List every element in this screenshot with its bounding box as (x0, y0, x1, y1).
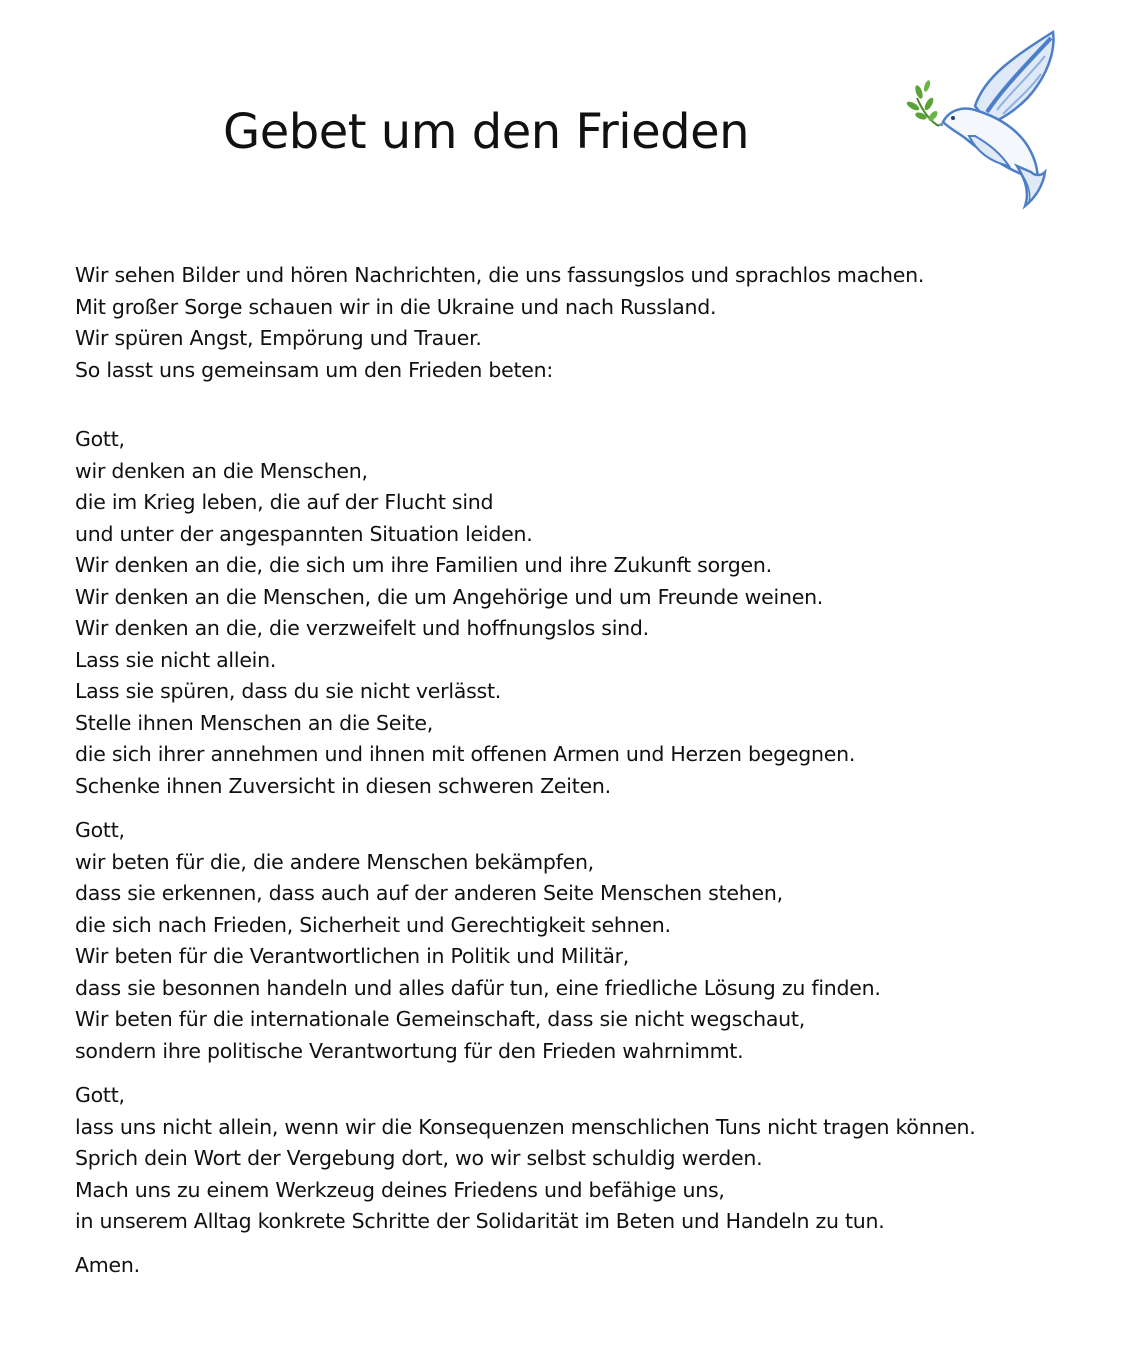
text-line: Wir beten für die Verantwortlichen in Politik und Militär, (75, 944, 630, 968)
text-line: Wir denken an die Menschen, die um Angehörige und um Freunde weinen. (75, 584, 824, 609)
text-line: Gott, (75, 1083, 125, 1107)
text-line: die im Krieg leben, die auf der Flucht sind (75, 490, 494, 514)
text-line: Sprich dein Wort der Vergebung dort, wo wir selbst schuldig werden. (75, 1146, 763, 1170)
text-line: Lass sie spüren, dass du sie nicht verlässt. (75, 679, 501, 703)
text-line: die sich nach Frieden, Sicherheit und Gerechtigkeit sehnen. (75, 912, 671, 937)
text-line: Wir spüren Angst, Empörung und Trauer. (75, 326, 482, 350)
text-line: und unter der angespannten Situation leiden. (75, 521, 533, 546)
text-line: Wir denken an die, die sich um ihre Familien und ihre Zukunft sorgen. (75, 553, 772, 577)
text-line: Wir beten für die internationale Gemeinschaft, dass sie nicht wegschaut, (75, 1007, 805, 1031)
stanza-3 (75, 1080, 976, 1238)
intro-paragraph (75, 260, 924, 386)
text-line: Gott, (75, 818, 125, 842)
text-line: in unserem Alltag konkrete Schritte der Solidarität im Beten und Handeln zu tun. (75, 1209, 885, 1233)
text-line: Amen. (75, 1253, 140, 1277)
text-line: dass sie erkennen, dass auch auf der anderen Seite Menschen stehen, (75, 881, 783, 905)
amen-paragraph (75, 1250, 140, 1282)
text-line: die sich ihrer annehmen und ihnen mit offenen Armen und Herzen begegnen. (75, 742, 856, 766)
text-line: Gott, (75, 427, 125, 451)
text-line: wir beten für die, die andere Menschen bekämpfen, (75, 849, 594, 874)
text-line: wir denken an die Menschen, (75, 458, 368, 483)
text-line: So lasst uns gemeinsam um den Frieden beten: (75, 357, 554, 382)
stanza-2 (75, 815, 881, 1067)
text-line: Wir sehen Bilder und hören Nachrichten, die uns fassungslos und sprachlos machen. (75, 263, 925, 287)
dove-with-olive-branch-icon (905, 26, 1065, 210)
text-line: sondern ihre politische Verantwortung für den Frieden wahrnimmt. (75, 1038, 744, 1063)
text-line: Mach uns zu einem Werkzeug deines Friedens und befähige uns, (75, 1177, 725, 1202)
text-line: dass sie besonnen handeln und alles dafür tun, eine friedliche Lösung zu finden. (75, 975, 881, 1000)
text-line: Mit großer Sorge schauen wir in die Ukraine und nach Russland. (75, 294, 717, 319)
text-line: Wir denken an die, die verzweifelt und hoffnungslos sind. (75, 616, 649, 640)
page-title: Gebet um den Frieden (223, 104, 750, 160)
text-line: Lass sie nicht allein. (75, 647, 277, 672)
text-line: Schenke ihnen Zuversicht in diesen schweren Zeiten. (75, 773, 611, 798)
text-line: lass uns nicht allein, wenn wir die Konsequenzen menschlichen Tuns nicht tragen können. (75, 1114, 976, 1139)
stanza-1 (75, 424, 855, 802)
text-line: Stelle ihnen Menschen an die Seite, (75, 710, 433, 735)
